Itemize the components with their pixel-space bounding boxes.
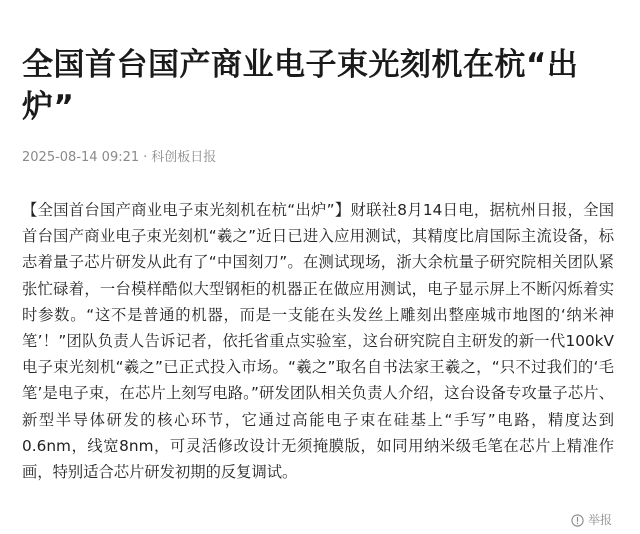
article-meta — [22, 149, 622, 167]
report-label: 举报 — [587, 513, 612, 527]
article-body: 【全国首台国产商业电子束光刻机在杭“出炉”】财联社8月14日电，据杭州日报，全国首台国产商业电子束光刻机“羲之”近日已进入应用测试，其精度比肩国际主流设备，标志着量子芯片研发从此有了“中国刻刀”。在测试现场，浙大余杭量子研究院相关团队紧张忙碌着，一台模样酷似大型钢柜的机器正在做应用测试，电子显示屏上不断闪烁着实时参数。“这不是普通的机器，而是一支能在头发丝上雕刻出整座城市地图的‘纳米神笔’！”团队负责人告诉记者，依托省重点实验室，这台研究院自主研发的新一代100kV电子束光刻机“羲之”已正式投入市场。“羲之”取名自书法家王羲之，“只不过我们的‘毛笔’是电子束，在芯片上刻写电路。”研发团队相关负责人介绍，这台设备专攻量子芯片、新型半导体研发的核心环节，它通过高能电子束在硅基上“手写”电路，精度达到0.6nm，线宽8nm，可灵活修改设计无须掩膜版，如同用纳米级毛笔在芯片上精准作画，特别适合芯片研发初期的反复调试。 — [22, 201, 614, 482]
article — [22, 44, 622, 485]
report-button[interactable] — [571, 512, 612, 528]
article-title: 全国首台国产商业电子束光刻机在杭“出炉” — [22, 47, 579, 125]
publish-date: 2025-08-14 09:21 — [22, 150, 140, 165]
warning-circle-icon — [571, 514, 584, 527]
article-source[interactable]: 科创板日报 — [151, 150, 217, 165]
meta-separator: · — [143, 150, 148, 165]
